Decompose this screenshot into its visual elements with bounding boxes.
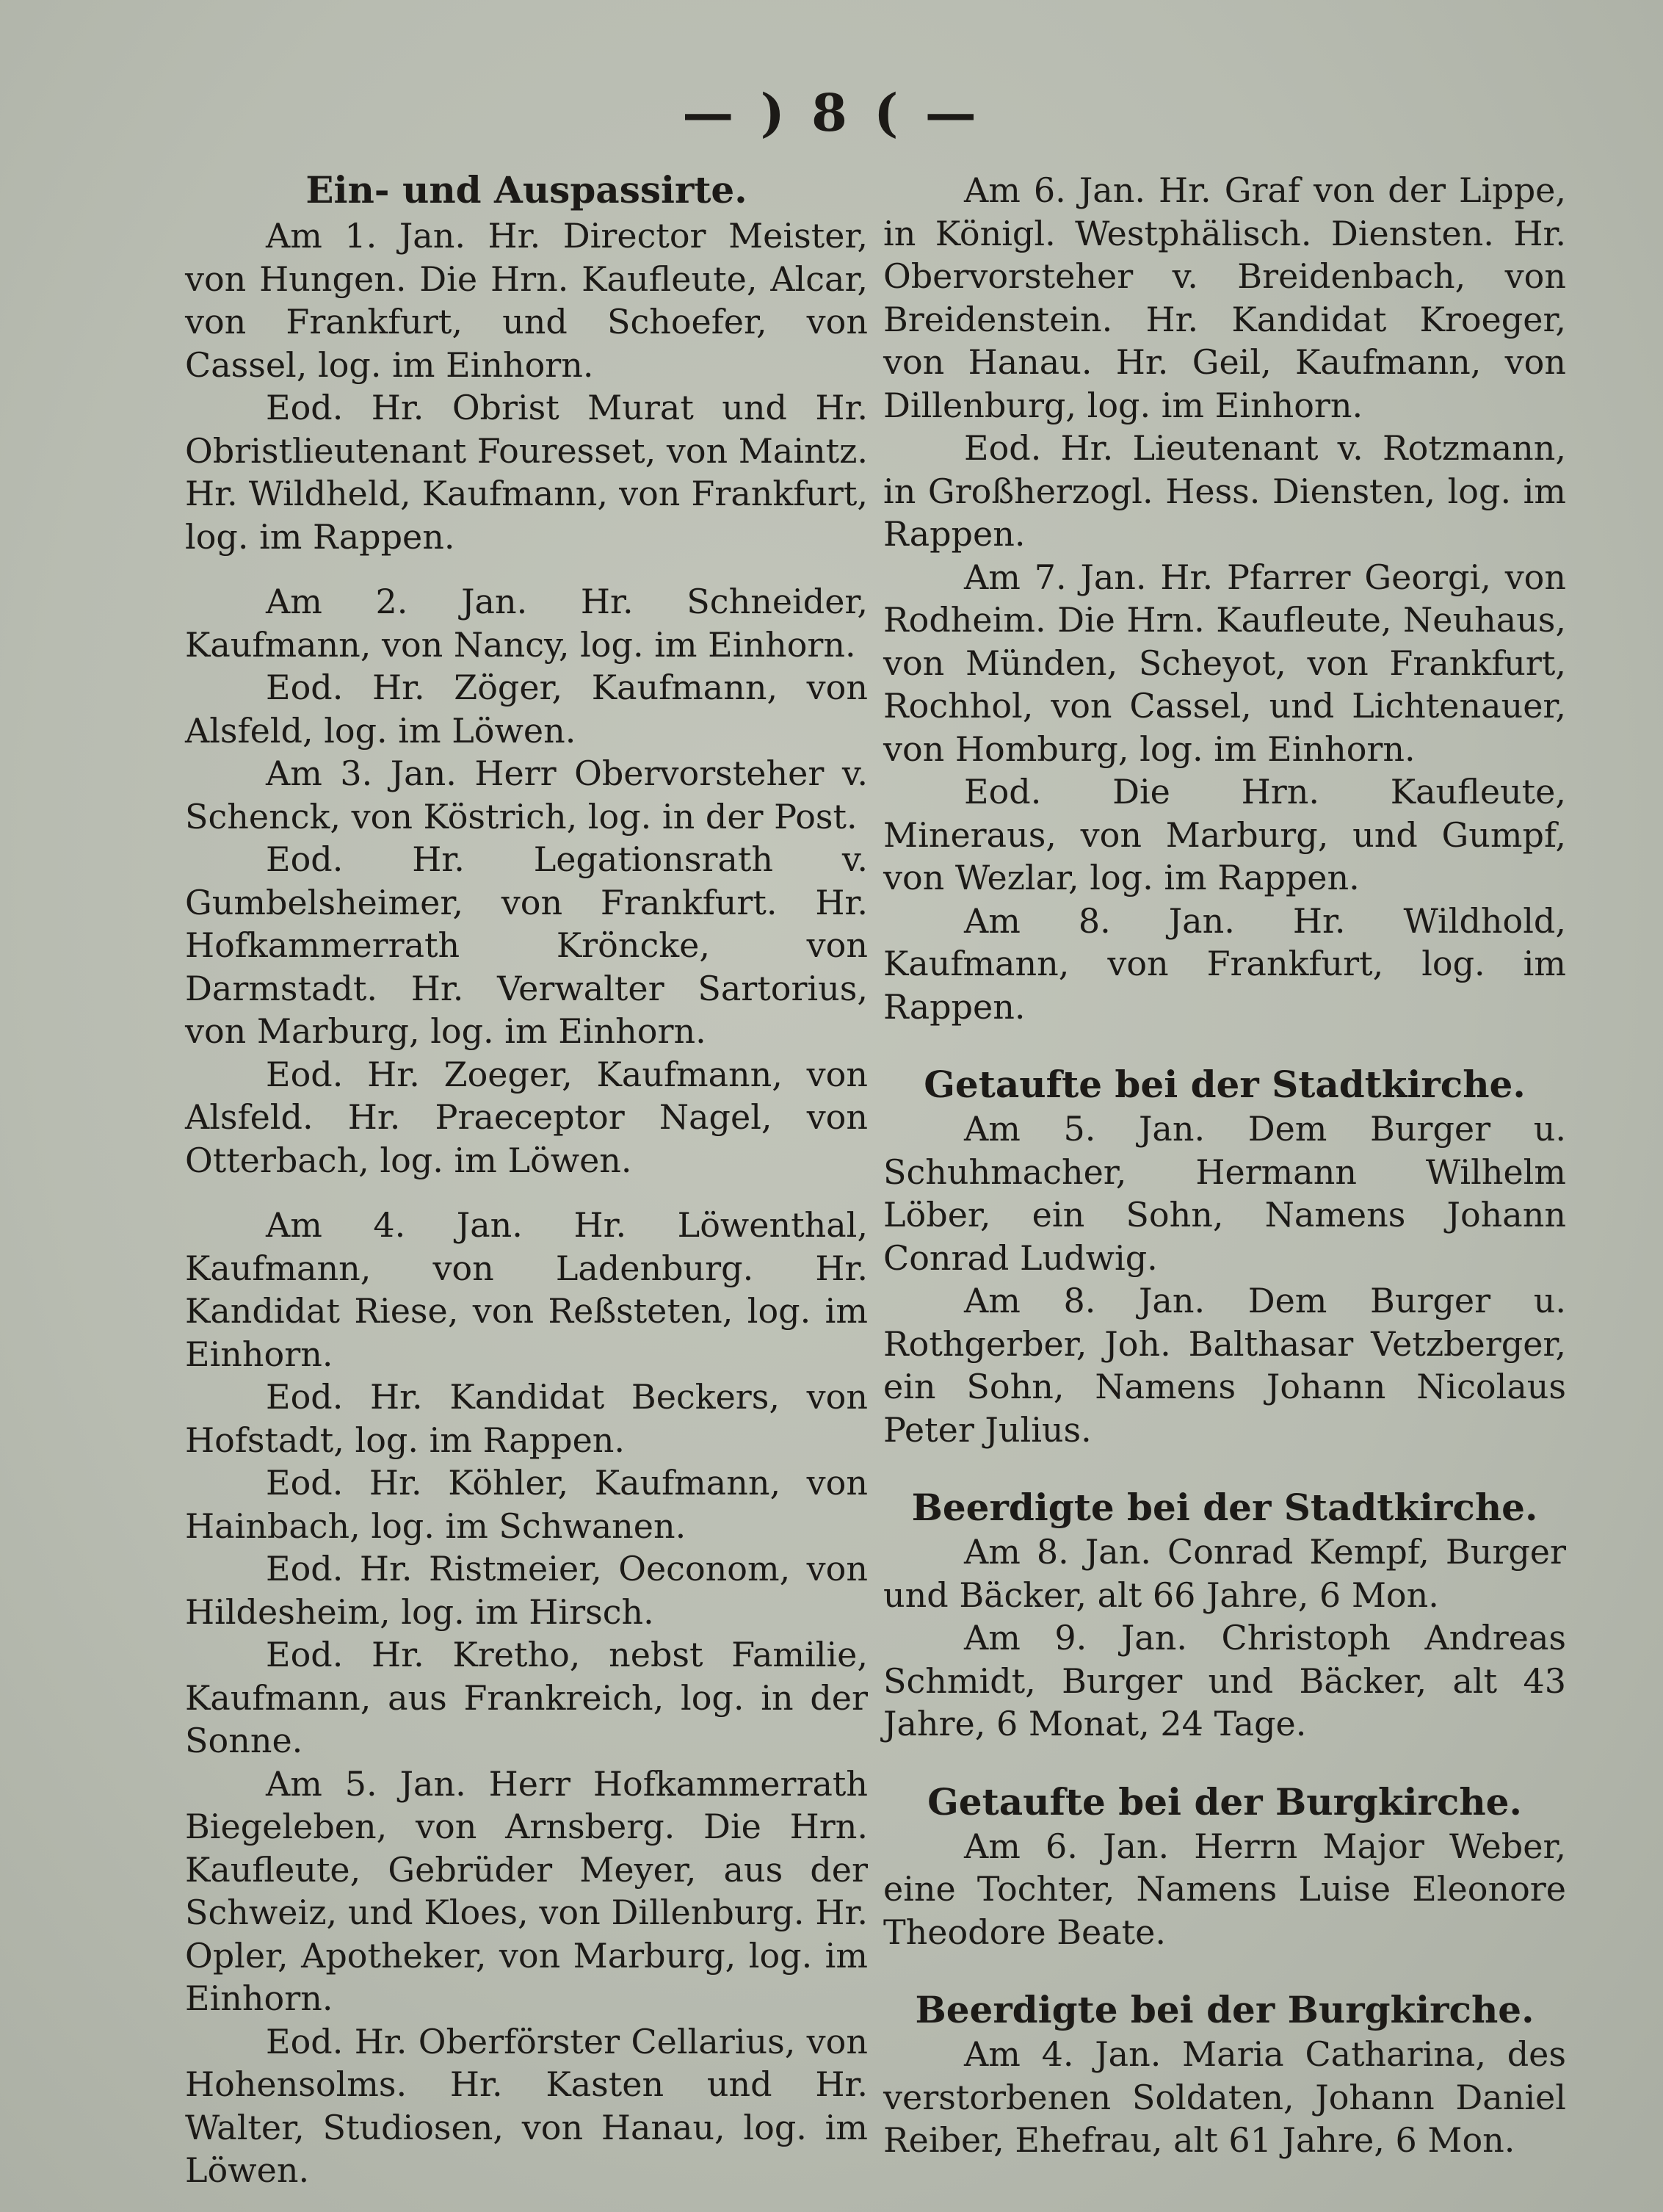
entry: Eod. Hr. Köhler, Kaufmann, von Hainbach, log. im Schwanen. <box>185 1463 868 1546</box>
entry: Eod. Hr. Lieutenant v. Rotzmann, in Großherzogl. Hess. Diensten, log. im Rappen. <box>883 428 1566 554</box>
entry: Am 8. Jan. Hr. Wildhold, Kaufmann, von Frankfurt, log. im Rappen. <box>883 900 1566 1027</box>
section-heading-burials-stadtkirche: Beerdigte bei der Stadtkirche. <box>911 1486 1538 1529</box>
entry: Eod. Hr. Kretho, nebst Familie, Kaufmann, aus Frankreich, log. in der Sonne. <box>185 1635 868 1760</box>
entry: Am 2. Jan. Hr. Schneider, Kaufmann, von Nancy, log. im Einhorn. <box>185 582 868 665</box>
entry: Eod. Die Hrn. Kaufleute, Mineraus, von Marburg, und Gumpf, von Wezlar, log. im Rappen. <box>883 772 1566 897</box>
entry: Am 6. Jan. Herrn Major Weber, eine Tochter, Namens Luise Eleonore Theodore Beate. <box>883 1826 1566 1952</box>
right-column <box>883 169 1566 2162</box>
entry: Am 1. Jan. Hr. Director Meister, von Hungen. Die Hrn. Kaufleute, Alcar, von Frankfurt, und Schoefer, von Cassel, log. im Einhorn. <box>185 216 868 385</box>
entry: Am 7. Jan. Hr. Pfarrer Georgi, von Rodheim. Die Hrn. Kaufleute, Neuhaus, von Münden, Scheyot, von Frankfurt, Rochhol, von Cassel, und Lichtenauer, von Homburg, log. im Einhorn. <box>883 557 1566 769</box>
entry: Am 4. Jan. Hr. Löwenthal, Kaufmann, von Ladenburg. Hr. Kandidat Riese, von Reßsteten, log. im Einhorn. <box>185 1205 868 1374</box>
section-heading-burials-burgkirche: Beerdigte bei der Burgkirche. <box>915 1988 1535 2031</box>
entry: Eod. Hr. Legationsrath v. Gumbelsheimer, von Frankfurt. Hr. Hofkammerrath Kröncke, von Darmstadt. Hr. Verwalter Sartorius, von Marburg, log. im Einhorn. <box>185 839 868 1051</box>
entry: Eod. Hr. Kandidat Beckers, von Hofstadt, log. im Rappen. <box>185 1377 868 1460</box>
entry: Am 4. Jan. Maria Catharina, des verstorbenen Soldaten, Johann Daniel Reiber, Ehefrau, alt 61 Jahre, 6 Mon. <box>883 2034 1566 2160</box>
entry: Eod. Hr. Zoeger, Kaufmann, von Alsfeld. Hr. Praeceptor Nagel, von Otterbach, log. im Löwen. <box>185 1054 868 1180</box>
section-heading-arrivals: Ein- und Auspassirte. <box>305 168 747 212</box>
entry: Eod. Hr. Ristmeier, Oeconom, von Hildesheim, log. im Hirsch. <box>185 1549 868 1632</box>
entry: Am 8. Jan. Conrad Kempf, Burger und Bäcker, alt 66 Jahre, 6 Mon. <box>883 1532 1566 1615</box>
section-heading-baptisms-stadtkirche: Getaufte bei der Stadtkirche. <box>924 1063 1526 1106</box>
section-heading-baptisms-burgkirche: Getaufte bei der Burgkirche. <box>927 1779 1522 1824</box>
entry: Eod. Hr. Oberförster Cellarius, von Hohensolms. Hr. Kasten und Hr. Walter, Studiosen, von Hanau, log. im Löwen. <box>185 2021 868 2190</box>
entry: Am 5. Jan. Herr Hofkammerrath Biegeleben, von Arnsberg. Die Hrn. Kaufleute, Gebrüder Meyer, aus der Schweiz, und Kloes, von Dillenburg. Hr. Opler, Apotheker, von Marburg, log. im Einhorn. <box>185 1763 868 2018</box>
entry: Am 5. Jan. Dem Burger u. Schuhmacher, Hermann Wilhelm Löber, ein Sohn, Namens Johann Conrad Ludwig. <box>883 1109 1566 1278</box>
entry: Am 8. Jan. Dem Burger u. Rothgerber, Joh. Balthasar Vetzberger, ein Sohn, Namens Johann Nicolaus Peter Julius. <box>883 1281 1566 1450</box>
entry: Eod. Hr. Obrist Murat und Hr. Obristlieutenant Fouresset, von Maintz. Hr. Wildheld, Kaufmann, von Frankfurt, log. im Rappen. <box>185 388 868 557</box>
page-number: — ) 8 ( — <box>682 82 981 143</box>
entry: Eod. Hr. Zöger, Kaufmann, von Alsfeld, log. im Löwen. <box>185 668 868 751</box>
left-column <box>185 169 868 2192</box>
entry: Am 6. Jan. Hr. Graf von der Lippe, in Königl. Westphälisch. Diensten. Hr. Obervorsteher v. Breidenbach, von Breidenstein. Hr. Kandidat Kroeger, von Hanau. Hr. Geil, Kaufmann, von Dillenburg, log. im Einhorn. <box>883 170 1566 425</box>
entry: Am 9. Jan. Christoph Andreas Schmidt, Burger und Bäcker, alt 43 Jahre, 6 Monat, 24 Tage. <box>883 1618 1566 1743</box>
entry: Am 3. Jan. Herr Obervorsteher v. Schenck, von Köstrich, log. in der Post. <box>185 753 868 836</box>
